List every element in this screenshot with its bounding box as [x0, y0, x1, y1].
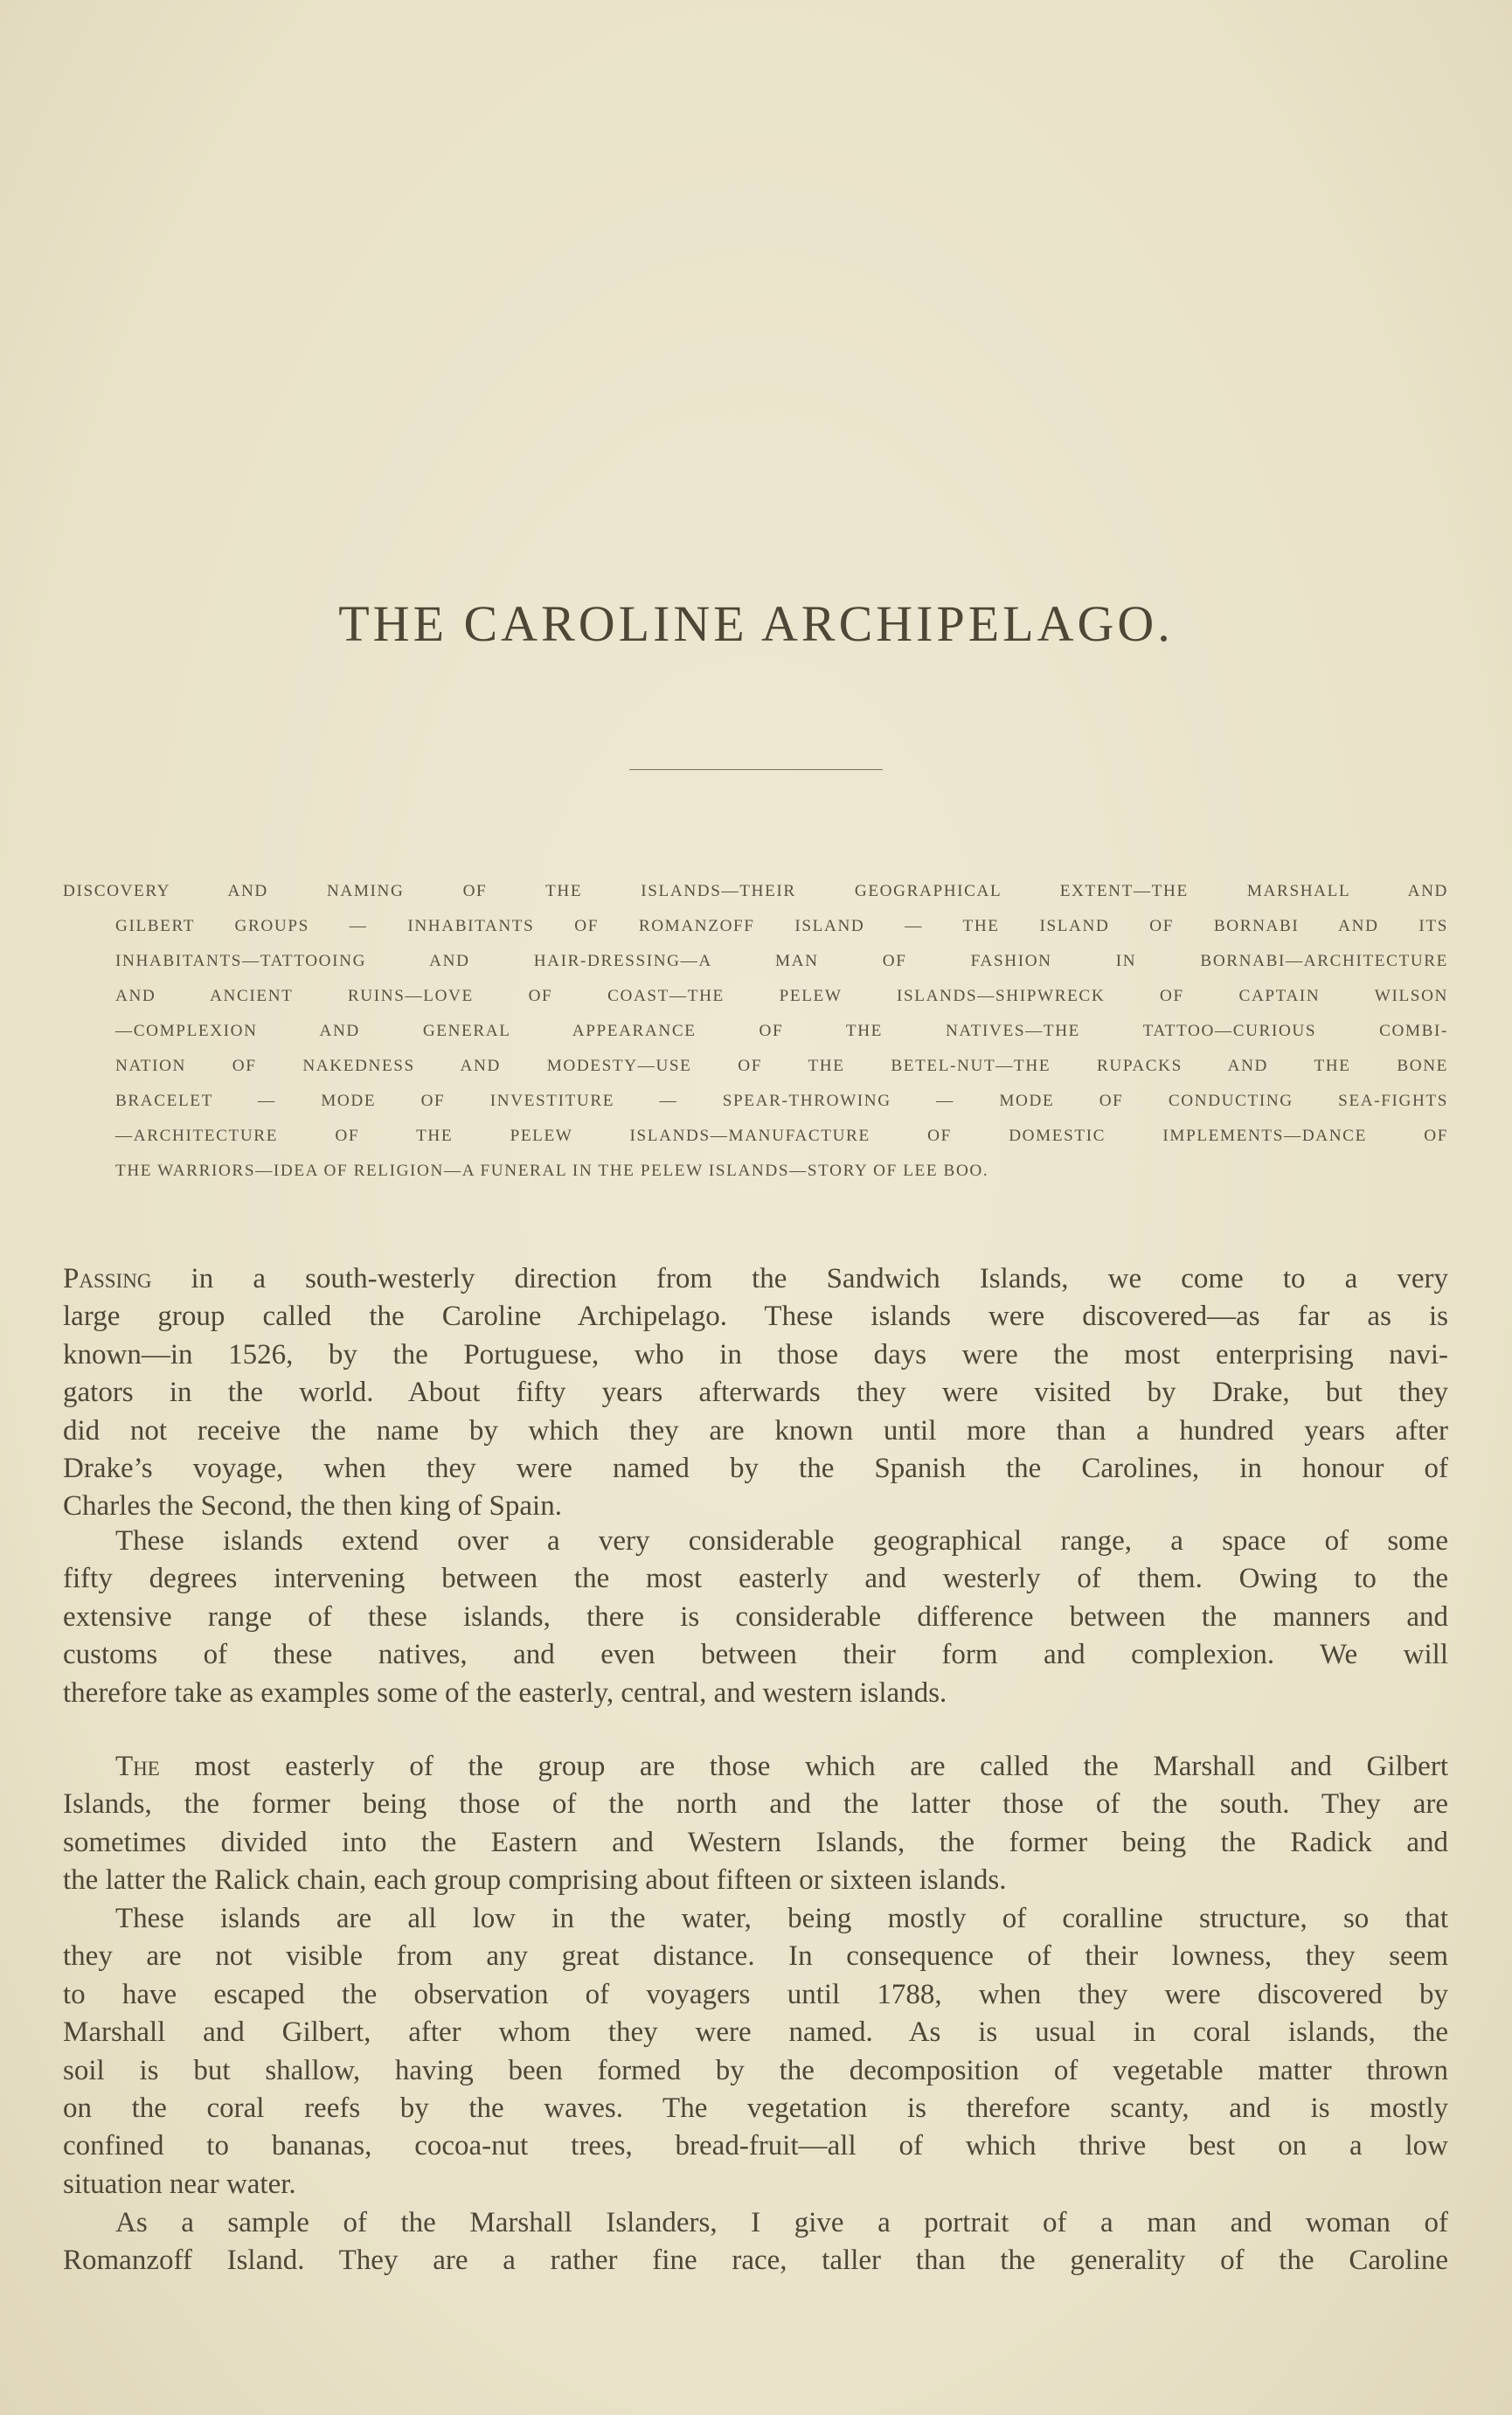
paragraph-line: Islands, the former being those of the north and the latter those of the south. They are	[63, 1788, 1448, 1821]
paragraph-line: customs of these natives, and even between their form and complexion. We will	[63, 1639, 1448, 1671]
summary-line: AND ANCIENT RUINS—LOVE OF COAST—THE PELEW ISLANDS—SHIPWRECK OF CAPTAIN WILSON	[115, 987, 1448, 1005]
chapter-title: THE CAROLINE ARCHIPELAGO.	[338, 595, 1174, 652]
paragraph-line: to have escaped the observation of voyagers until 1788, when they were discovered by	[63, 1978, 1448, 2010]
lead-word: Passing	[63, 1263, 152, 1294]
paragraph-line: As a sample of the Marshall Islanders, I give a portrait of a man and woman of	[115, 2207, 1448, 2238]
paragraph-line: Charles the Second, the then king of Spain.	[63, 1490, 562, 1523]
summary-line: DISCOVERY AND NAMING OF THE ISLANDS—THEIR GEOGRAPHICAL EXTENT—THE MARSHALL AND	[63, 882, 1448, 900]
summary-line: THE WARRIORS—IDEA OF RELIGION—A FUNERAL IN THE PELEW ISLANDS—STORY OF LEE BOO.	[115, 1162, 989, 1180]
paragraph-line: Drake’s voyage, when they were named by the Spanish the Carolines, in honour of	[63, 1453, 1448, 1485]
paragraph-line: These islands extend over a very considerable geographical range, a space of some	[115, 1525, 1448, 1557]
paragraph-line: gators in the world. About fifty years afterwards they were visited by Drake, but they	[63, 1377, 1448, 1409]
summary-line: —COMPLEXION AND GENERAL APPEARANCE OF THE NATIVES—THE TATTOO—CURIOUS COMBI-	[115, 1022, 1448, 1040]
paragraph-line: Marshall and Gilbert, after whom they were named. As is usual in coral islands, the	[63, 2016, 1448, 2049]
paragraph-line: the latter the Ralick chain, each group comprising about fifteen or sixteen islands.	[63, 1864, 1007, 1897]
title-divider	[629, 769, 883, 770]
summary-line: NATION OF NAKEDNESS AND MODESTY—USE OF THE BETEL-NUT—THE RUPACKS AND THE BONE	[115, 1057, 1448, 1075]
paragraph-line: The most easterly of the group are those which are called the Marshall and Gilbert	[115, 1751, 1448, 1782]
paragraph-line: sometimes divided into the Eastern and Western Islands, the former being the Radick and	[63, 1826, 1448, 1858]
paragraph-line: extensive range of these islands, there is considerable difference between the manners and	[63, 1600, 1448, 1633]
summary-line: GILBERT GROUPS — INHABITANTS OF ROMANZOFF ISLAND — THE ISLAND OF BORNABI AND ITS	[115, 917, 1448, 935]
summary-line: —ARCHITECTURE OF THE PELEW ISLANDS—MANUFACTURE OF DOMESTIC IMPLEMENTS—DANCE OF	[115, 1127, 1448, 1145]
paragraph-1	[63, 1260, 1448, 1526]
paragraph-line: fifty degrees intervening between the most easterly and westerly of them. Owing to the	[63, 1563, 1448, 1595]
paragraph-line: did not receive the name by which they are known until more than a hundred years after	[63, 1414, 1448, 1447]
summary-line: BRACELET — MODE OF INVESTITURE — SPEAR-THROWING — MODE OF CONDUCTING SEA-FIGHTS	[115, 1092, 1448, 1110]
paragraph-line: situation near water.	[63, 2168, 296, 2200]
paragraph-line: known—in 1526, by the Portuguese, who in those days were the most enterprising navi-	[63, 1338, 1448, 1371]
chapter-summary	[63, 874, 1448, 1189]
paragraph-line: on the coral reefs by the waves. The vegetation is therefore scanty, and is mostly	[63, 2092, 1448, 2125]
paragraph-5	[63, 2204, 1448, 2280]
paragraph-4	[63, 1900, 1448, 2203]
summary-line: INHABITANTS—TATTOOING AND HAIR-DRESSING—A MAN OF FASHION IN BORNABI—ARCHITECTURE	[115, 952, 1448, 970]
lead-word: The	[115, 1751, 160, 1782]
paragraph-2	[63, 1523, 1448, 1712]
paragraph-line: Romanzoff Island. They are a rather fine race, taller than the generality of the Caroline	[63, 2245, 1448, 2277]
paragraph-line: therefore take as examples some of the easterly, central, and western islands.	[63, 1676, 947, 1709]
paragraph-line: These islands are all low in the water, being mostly of coralline structure, so that	[115, 1903, 1448, 1934]
paragraph-line: confined to bananas, cocoa-nut trees, bread-fruit—all of which thrive best on a low	[63, 2130, 1448, 2162]
paragraph-3	[63, 1748, 1448, 1900]
paragraph-line: large group called the Caroline Archipelago. These islands were discovered—as far as is	[63, 1301, 1448, 1333]
paragraph-line: soil is but shallow, having been formed by the decomposition of vegetable matter thrown	[63, 2054, 1448, 2086]
paragraph-line: Passing in a south-westerly direction from the Sandwich Islands, we come to a very	[63, 1263, 1448, 1294]
paragraph-line: they are not visible from any great distance. In consequence of their lowness, they seem	[63, 1940, 1448, 1973]
